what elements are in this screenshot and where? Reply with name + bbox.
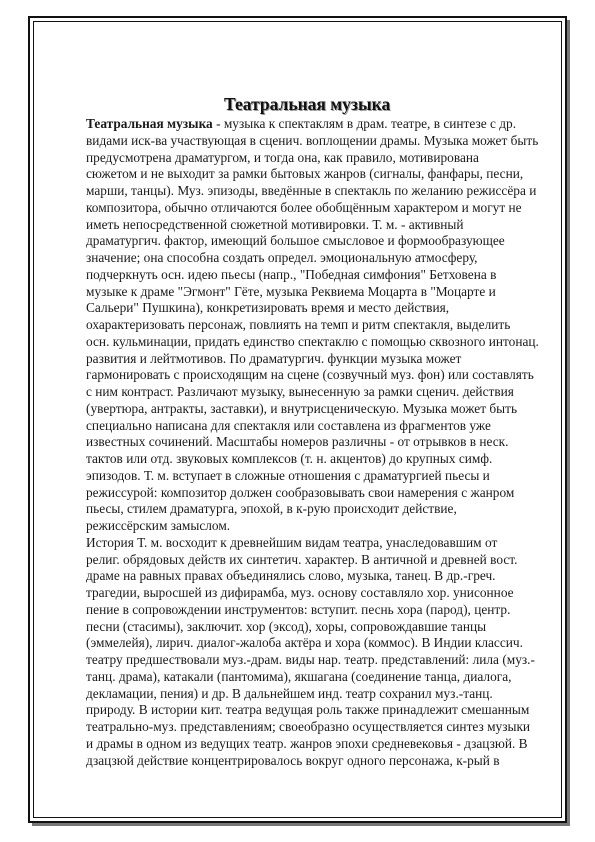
text-line-10: музыке к драме "Эгмонт" Гёте, музыка Реквиема Моцарта в "Моцарте и	[86, 283, 496, 299]
document-content	[86, 92, 556, 769]
text-line-24: режиссёрским замыслом.	[86, 518, 231, 533]
text-line-14: развития и лейтмотивов. По драматургич. функции музыка может	[86, 350, 462, 366]
text-line-17: (увертюра, антракты, заставки), и внутрисценическую. Музыка может быть	[86, 400, 518, 416]
text-line-29: пение в сопровождении инструментов: вступит. песнь хора (парод), центр.	[86, 601, 511, 617]
text-line-4: марши, танцы). Муз. эпизоды, введённые в спектакль по желанию режиссёра и	[86, 183, 537, 198]
text-line-37: и драмы в одном из ведущих театр. жанров эпохи средневековья - дзацзюй. В	[86, 735, 528, 751]
text-line-0-rest: - музыка к спектаклям в драм. театре, в синтезе с др.	[212, 116, 517, 131]
text-line-15: гармонировать с происходящим на сцене (созвучный муз. фон) или составлять	[86, 367, 534, 383]
text-line-0	[86, 116, 556, 133]
page-frame-shadow-right	[567, 20, 570, 826]
text-line-22: режиссурой: композитор должен сообразовывать свои намерения с жанром	[86, 484, 515, 500]
body-text	[86, 116, 556, 769]
text-line-18: специально написана для спектакля или составлена из фрагментов уже	[86, 417, 491, 433]
text-line-38: дзацзюй действие концентрировалось вокруг одного персонажа, к-рый в	[86, 752, 500, 768]
text-line-36: театрально-муз. представлениям; своеобразно осуществляется синтез музыки	[86, 719, 531, 734]
text-line-16: с ним контраст. Различают музыку, вынесенную за рамки сценич. действия	[86, 384, 514, 399]
text-line-5: композитора, обычно отличаются более обобщённым характером и могут не	[86, 199, 522, 215]
text-line-27: драме на равных правах объединялись слово, музыка, танец. В др.-греч.	[86, 568, 496, 584]
text-line-3: сюжетом и не выходит за рамки бытовых жанров (сигналы, фанфары, песни,	[86, 166, 524, 182]
text-line-13: осн. кульминации, придать единство спектаклю с помощью сквозного интонац.	[86, 333, 539, 349]
text-line-8: значение; она способна создать определ. эмоциональную атмосферу,	[86, 250, 478, 265]
text-line-30: песни (стасимы), заключит. хор (эксод), хоры, сопровождавшие танцы	[86, 618, 487, 634]
text-line-35: природу. В истории кит. театра ведущая роль также принадлежит смешанным	[86, 702, 530, 718]
document-title: Театральная музыка	[224, 94, 391, 114]
text-line-32: театру предшествовали муз.-драм. виды нар. театр. представлений: лила (муз.-	[86, 652, 535, 667]
text-line-20: тактов или отд. звуковых комплексов (т. н. акцентов) до крупных симф.	[86, 451, 493, 466]
text-line-11: Сальери" Пушкина), конкретизировать время и место действия,	[86, 300, 450, 316]
text-line-6: иметь непосредственной сюжетной мотивировки. Т. м. - активный	[86, 216, 464, 232]
text-line-1: видами иск-ва участвующая в сценич. воплощении драмы. Музыка может быть	[86, 132, 539, 148]
text-line-25: История Т. м. восходит к древнейшим видам театра, унаследовавшим от	[86, 534, 498, 550]
text-line-26: религ. обрядовых действ их синтетич. характер. В античной и древней вост.	[86, 551, 518, 567]
text-line-2: предусмотрена драматургом, и тогда она, как правило, мотивирована	[86, 149, 479, 165]
text-line-9: подчеркнуть осн. идею пьесы (напр., "Победная симфония" Бетховена в	[86, 266, 497, 282]
term-heading: Театральная музыка	[86, 116, 213, 131]
text-line-21: эпизодов. Т. м. вступает в сложные отношения с драматургией пьесы и	[86, 467, 490, 483]
text-line-19: известных сочинений. Масштабы номеров различны - от отрывков в неск.	[86, 434, 509, 450]
text-line-34: декламации, пения) и др. В дальнейшем инд. театр сохранил муз.-танц.	[86, 685, 493, 701]
text-line-28: трагедии, выросшей из дифирамба, муз. основу составляло хор. унисонное	[86, 585, 514, 600]
text-line-7: драматургич. фактор, имеющий большое смысловое и формообразующее	[86, 233, 505, 249]
text-line-23: пьесы, стилем драматурга, эпохой, в к-рую происходит действие,	[86, 501, 457, 517]
text-line-33: танц. драма), катакали (пантомима), якшагана (соединение танца, диалога,	[86, 668, 512, 684]
page-frame-shadow-bottom	[32, 823, 570, 826]
text-line-12: охарактеризовать персонаж, повлиять на темп и ритм спектакля, выделить	[86, 317, 511, 332]
text-line-31: (эммелейя), лирич. диалог-жалоба актёра и хора (коммос). В Индии классич.	[86, 635, 523, 651]
